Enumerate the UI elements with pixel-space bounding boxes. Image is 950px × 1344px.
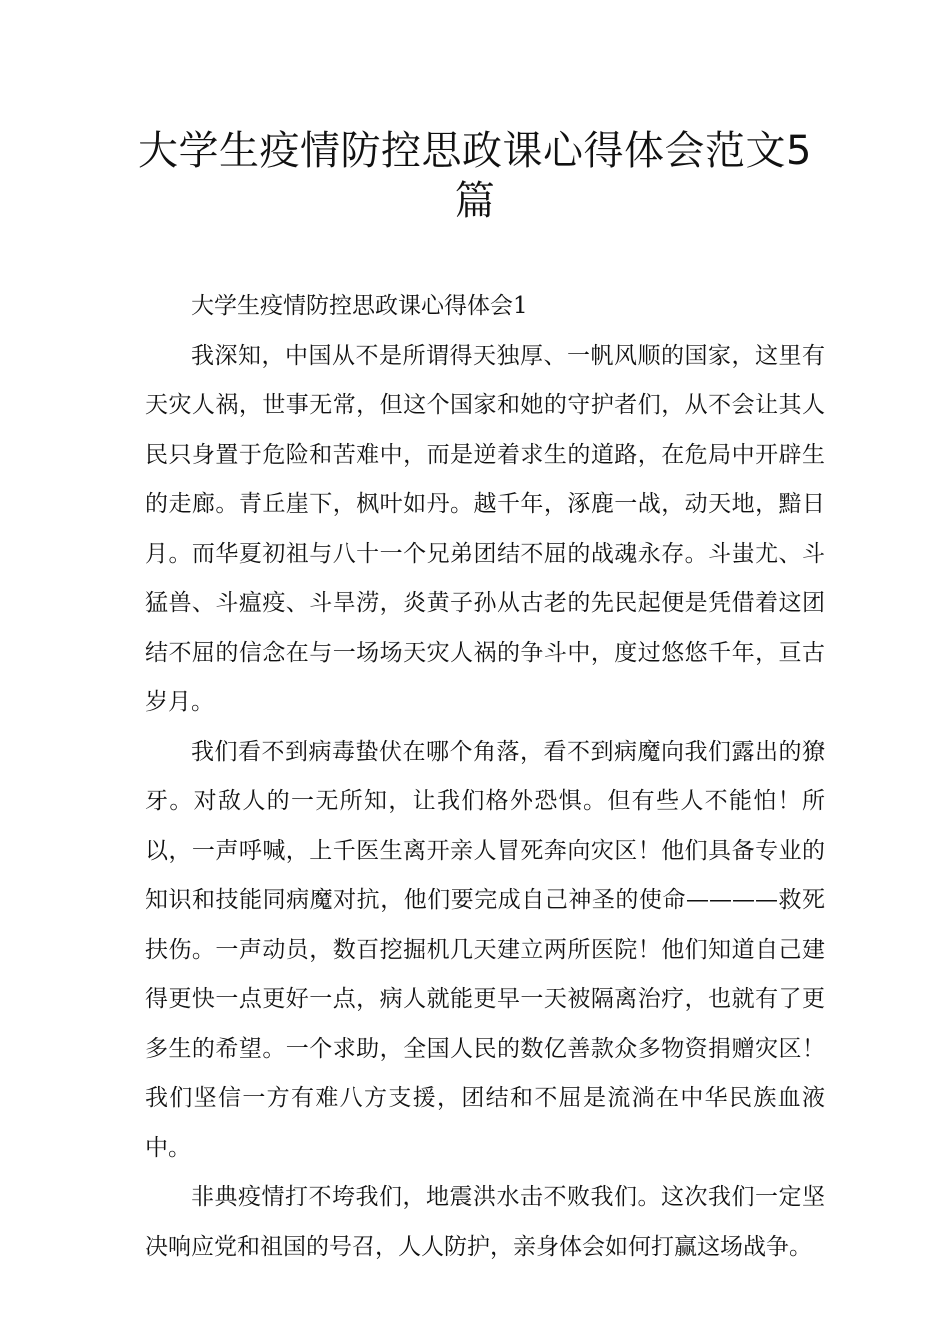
paragraph-2: 我们看不到病毒蛰伏在哪个角落，看不到病魔向我们露出的獠牙。对敌人的一无所知，让我们格外恐惧。但有些人不能怕！所以，一声呼喊，上千医生离开亲人冒死奔向灾区！他们具备专业的知识和技能同病魔对抗，他们要完成自己神圣的使命————救死扶伤。一声动员，数百挖掘机几天建立两所医院！他们知道自己建得更快一点更好一点，病人就能更早一天被隔离治疗，也就有了更多生的希望。一个求助，全国人民的数亿善款众多物资捐赠灾区！我们坚信一方有难八方支援，团结和不屈是流淌在中华民族血液中。 [145, 738, 825, 1161]
document-body [145, 282, 825, 1272]
section-heading: 大学生疫情防控思政课心得体会1 [191, 293, 528, 319]
paragraph-1: 我深知，中国从不是所谓得天独厚、一帆风顺的国家，这里有天灾人祸，世事无常，但这个国家和她的守护者们，从不会让其人民只身置于危险和苦难中，而是逆着求生的道路，在危局中开辟生的走廊。青丘崖下，枫叶如丹。越千年，涿鹿一战，动天地，黯日月。而华夏初祖与八十一个兄弟团结不屈的战魂永存。斗蚩尤、斗猛兽、斗瘟疫、斗旱涝，炎黄子孙从古老的先民起便是凭借着这团结不屈的信念在与一场场天灾人祸的争斗中，度过悠悠千年，亘古岁月。 [145, 342, 825, 715]
document-title: 大学生疫情防控思政课心得体会范文5篇 [138, 128, 812, 224]
paragraph-3: 非典疫情打不垮我们，地震洪水击不败我们。这次我们一定坚决响应党和祖国的号召，人人防护，亲身体会如何打赢这场战争。 [145, 1184, 825, 1260]
